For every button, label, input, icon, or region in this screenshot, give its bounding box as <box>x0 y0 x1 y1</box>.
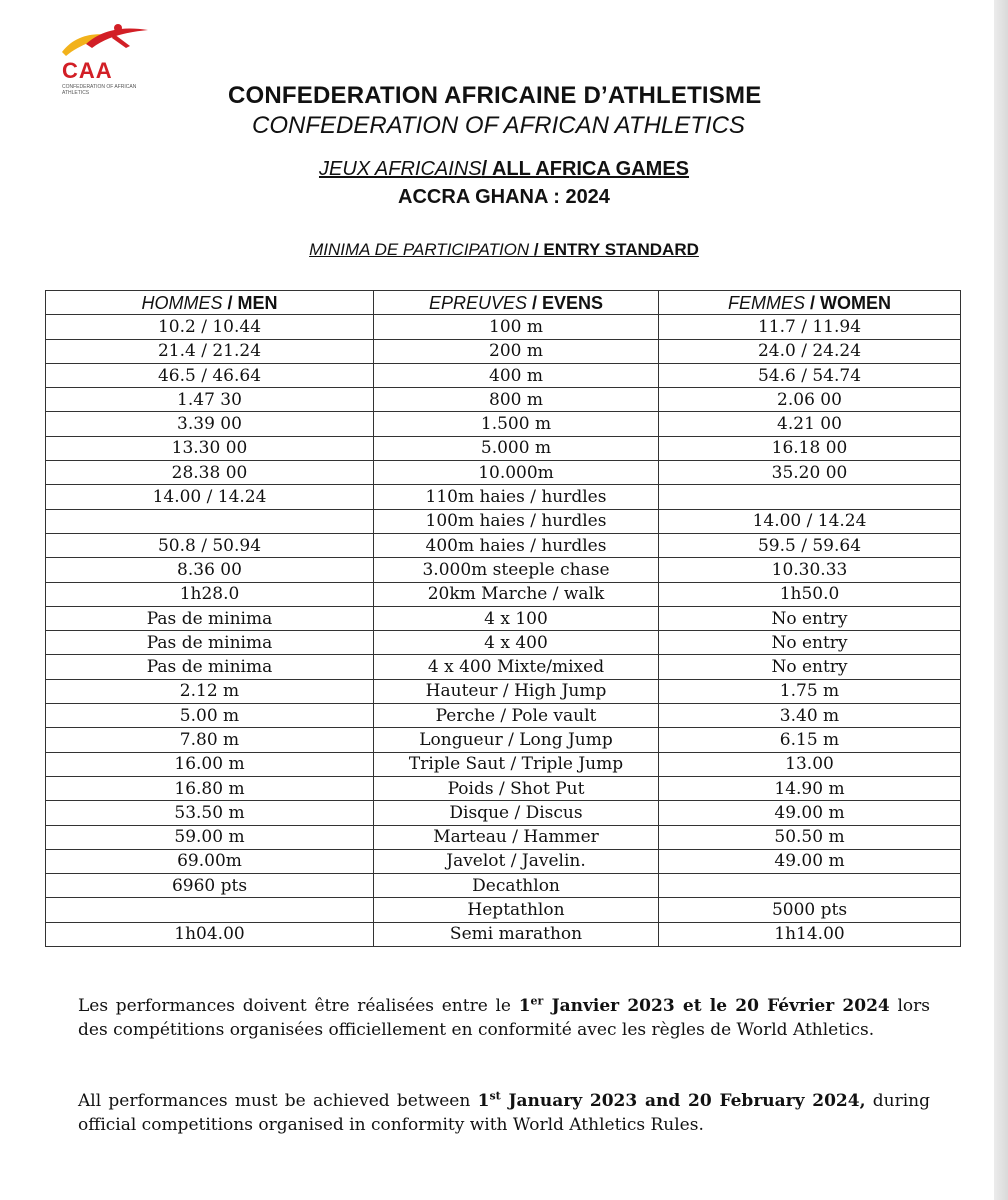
event-name: Heptathlon <box>374 898 659 922</box>
table-row <box>46 582 961 606</box>
table-row <box>46 874 961 898</box>
men-standard: 16.80 m <box>46 776 374 800</box>
note-english: All performances must be achieved between 1st January 2023 and 20 February 2024, during official competitions organised in conformity with World Athletics Rules. <box>78 1089 930 1135</box>
men-standard: Pas de minima <box>46 655 374 679</box>
men-standard: 21.4 / 21.24 <box>46 339 374 363</box>
event-name: 100 m <box>374 315 659 339</box>
women-standard: 2.06 00 <box>659 388 961 412</box>
event-name: Longueur / Long Jump <box>374 728 659 752</box>
title-en: CONFEDERATION OF AFRICAN ATHLETICS <box>252 112 745 139</box>
table-row <box>46 776 961 800</box>
men-standard: 1h04.00 <box>46 922 374 946</box>
women-standard: 49.00 m <box>659 801 961 825</box>
table-row <box>46 752 961 776</box>
event-name: Perche / Pole vault <box>374 704 659 728</box>
minima-heading <box>0 240 1008 260</box>
event-name: 400m haies / hurdles <box>374 533 659 557</box>
table-row <box>46 485 961 509</box>
men-standard: 3.39 00 <box>46 412 374 436</box>
women-standard: 13.00 <box>659 752 961 776</box>
table-row <box>46 631 961 655</box>
women-standard: 16.18 00 <box>659 436 961 460</box>
women-standard: 5000 pts <box>659 898 961 922</box>
header-men: HOMMES / MEN <box>46 291 374 315</box>
event-name: 4 x 400 Mixte/mixed <box>374 655 659 679</box>
men-standard: 16.00 m <box>46 752 374 776</box>
men-standard: Pas de minima <box>46 631 374 655</box>
men-standard: 59.00 m <box>46 825 374 849</box>
event-name: 20km Marche / walk <box>374 582 659 606</box>
women-standard: No entry <box>659 655 961 679</box>
men-standard: 46.5 / 46.64 <box>46 363 374 387</box>
note-french: Les performances doivent être réalisées entre le 1er Janvier 2023 et le 20 Février 2024 lors des compétitions organisées officiellement en conformité avec les règles de World Athletics. <box>78 994 930 1040</box>
table-row <box>46 679 961 703</box>
table-header-row <box>46 291 961 315</box>
men-standard <box>46 898 374 922</box>
women-standard <box>659 485 961 509</box>
event-name: Disque / Discus <box>374 801 659 825</box>
table-row <box>46 898 961 922</box>
venue-heading: ACCRA GHANA : 2024 <box>398 186 610 208</box>
event-name: 110m haies / hurdles <box>374 485 659 509</box>
women-standard <box>659 874 961 898</box>
event-name: 200 m <box>374 339 659 363</box>
women-standard: 3.40 m <box>659 704 961 728</box>
women-standard: 35.20 00 <box>659 461 961 485</box>
men-standard: 8.36 00 <box>46 558 374 582</box>
logo-text: CAA <box>62 58 113 83</box>
table-row <box>46 655 961 679</box>
logo-subtitle: CONFEDERATION OF AFRICAN ATHLETICS <box>62 84 137 96</box>
event-name: Decathlon <box>374 874 659 898</box>
event-name: 5.000 m <box>374 436 659 460</box>
table-row <box>46 558 961 582</box>
table-row <box>46 922 961 946</box>
table-row <box>46 388 961 412</box>
header-women: FEMMES / WOMEN <box>659 291 961 315</box>
men-standard: 1.47 30 <box>46 388 374 412</box>
minima-fr: MINIMA DE PARTICIPATION <box>309 240 530 259</box>
table-row <box>46 339 961 363</box>
women-standard: 6.15 m <box>659 728 961 752</box>
table-row <box>46 412 961 436</box>
games-fr: JEUX AFRICAINS <box>318 158 482 180</box>
event-name: Semi marathon <box>374 922 659 946</box>
table-row <box>46 849 961 873</box>
women-standard: 49.00 m <box>659 849 961 873</box>
men-standard: 28.38 00 <box>46 461 374 485</box>
women-standard: No entry <box>659 606 961 630</box>
header-events: EPREUVES / EVENS <box>374 291 659 315</box>
table-row <box>46 728 961 752</box>
event-name: 400 m <box>374 363 659 387</box>
event-name: 4 x 400 <box>374 631 659 655</box>
event-name: 100m haies / hurdles <box>374 509 659 533</box>
women-standard: 4.21 00 <box>659 412 961 436</box>
table-row <box>46 436 961 460</box>
games-en: / ALL AFRICA GAMES <box>481 158 690 180</box>
table-row <box>46 363 961 387</box>
event-name: 800 m <box>374 388 659 412</box>
women-standard: 1h14.00 <box>659 922 961 946</box>
men-standard: 69.00m <box>46 849 374 873</box>
table-row <box>46 825 961 849</box>
men-standard: 53.50 m <box>46 801 374 825</box>
men-standard: 10.2 / 10.44 <box>46 315 374 339</box>
caa-logo <box>52 22 152 96</box>
table-row <box>46 509 961 533</box>
women-standard: 14.90 m <box>659 776 961 800</box>
women-standard: 10.30.33 <box>659 558 961 582</box>
table-row <box>46 461 961 485</box>
women-standard: 1.75 m <box>659 679 961 703</box>
women-standard: No entry <box>659 631 961 655</box>
table-row <box>46 533 961 557</box>
event-name: Poids / Shot Put <box>374 776 659 800</box>
table-row <box>46 801 961 825</box>
event-name: 4 x 100 <box>374 606 659 630</box>
men-standard: 6960 pts <box>46 874 374 898</box>
event-name: 10.000m <box>374 461 659 485</box>
men-standard <box>46 509 374 533</box>
men-standard: 14.00 / 14.24 <box>46 485 374 509</box>
men-standard: 1h28.0 <box>46 582 374 606</box>
table-row <box>46 606 961 630</box>
men-standard: Pas de minima <box>46 606 374 630</box>
table-row <box>46 315 961 339</box>
women-standard: 54.6 / 54.74 <box>659 363 961 387</box>
women-standard: 1h50.0 <box>659 582 961 606</box>
men-standard: 2.12 m <box>46 679 374 703</box>
women-standard: 50.50 m <box>659 825 961 849</box>
event-name: Marteau / Hammer <box>374 825 659 849</box>
minima-en: / ENTRY STANDARD <box>529 240 699 259</box>
entry-standards-table <box>45 290 961 947</box>
title-fr: CONFEDERATION AFRICAINE D’ATHLETISME <box>228 82 762 109</box>
table-row <box>46 704 961 728</box>
women-standard: 14.00 / 14.24 <box>659 509 961 533</box>
men-standard: 13.30 00 <box>46 436 374 460</box>
runner-logo-icon <box>56 22 152 62</box>
event-name: Triple Saut / Triple Jump <box>374 752 659 776</box>
event-name: 1.500 m <box>374 412 659 436</box>
event-name: Javelot / Javelin. <box>374 849 659 873</box>
men-standard: 50.8 / 50.94 <box>46 533 374 557</box>
men-standard: 7.80 m <box>46 728 374 752</box>
event-name: 3.000m steeple chase <box>374 558 659 582</box>
games-heading <box>0 158 1008 181</box>
event-name: Hauteur / High Jump <box>374 679 659 703</box>
men-standard: 5.00 m <box>46 704 374 728</box>
women-standard: 24.0 / 24.24 <box>659 339 961 363</box>
women-standard: 11.7 / 11.94 <box>659 315 961 339</box>
women-standard: 59.5 / 59.64 <box>659 533 961 557</box>
